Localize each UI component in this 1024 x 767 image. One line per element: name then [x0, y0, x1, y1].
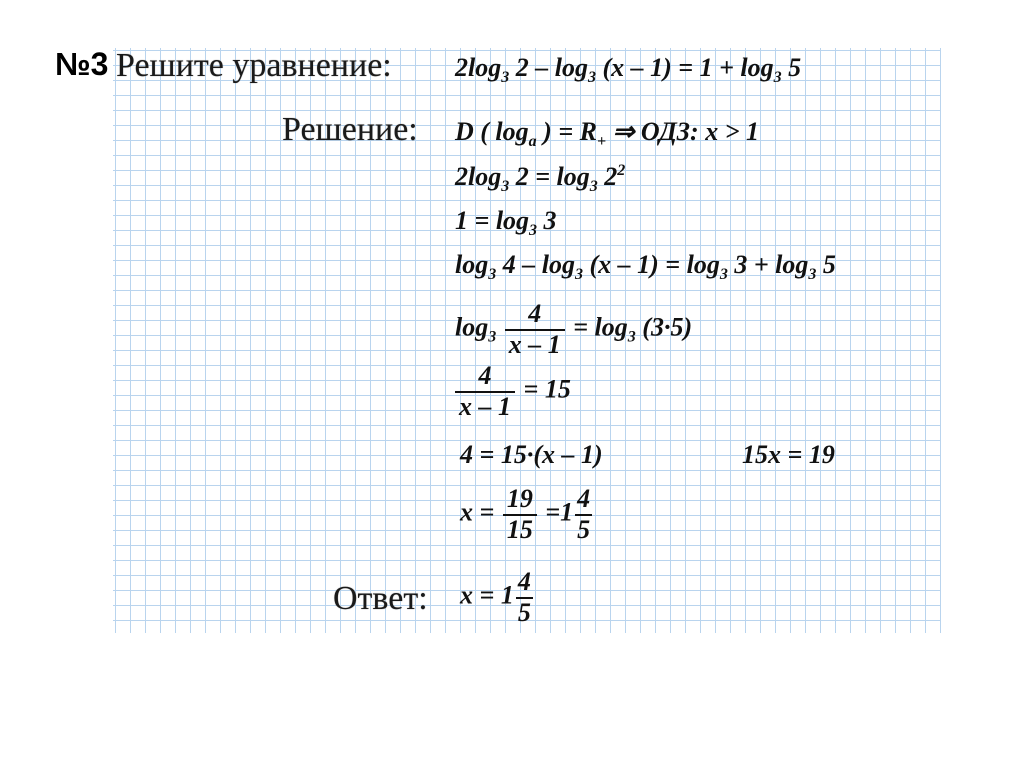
- fraction: $\frac{4}{x - 1}$: [455, 362, 515, 421]
- step-1: $2\log_3$ $2 = \log_3 2^2$: [455, 162, 626, 195]
- step-5: $\frac{4}{x - 1}$ = 15: [453, 362, 571, 421]
- task-label: Решите уравнение:: [116, 47, 392, 84]
- mixed-fraction: $\frac{4}{5}$: [577, 484, 591, 544]
- answer-label: Ответ:: [333, 580, 428, 617]
- solution-label: Решение:: [282, 111, 418, 148]
- fraction: $\frac{4}{x - 1}$: [505, 300, 565, 359]
- mixed-fraction: $\frac{4}{5}$: [517, 567, 531, 627]
- task-number: №3: [55, 46, 109, 82]
- step-3: $\log_3 4 - \log_3 (x - 1) = \log_3 3 + \log_3 5$: [455, 250, 836, 283]
- step-7: x = $\frac{19}{15}$ =1 $\frac{4}{5}$: [460, 484, 591, 544]
- fraction: $\frac{19}{15}$: [503, 485, 537, 544]
- step-2: $1 = \log_3 3$: [455, 206, 557, 239]
- answer-value: x = 1 $\frac{4}{5}$: [460, 567, 531, 627]
- step-6a: 4 = 15·(x – 1): [460, 440, 603, 469]
- step-6b: 15x = 19: [742, 440, 835, 469]
- step-4: $\log_3$ $\frac{4}{x - 1}$ = $\log_3 (3\cdot 5)$: [455, 299, 693, 359]
- task-equation: $2\log_3$ $2 - \log_3 (x - 1) = 1 + \log_3 5$: [455, 53, 802, 86]
- domain-line: D ( $\log_a$ ) = $R_+$ ⇒ ОДЗ: x > 1: [455, 117, 760, 150]
